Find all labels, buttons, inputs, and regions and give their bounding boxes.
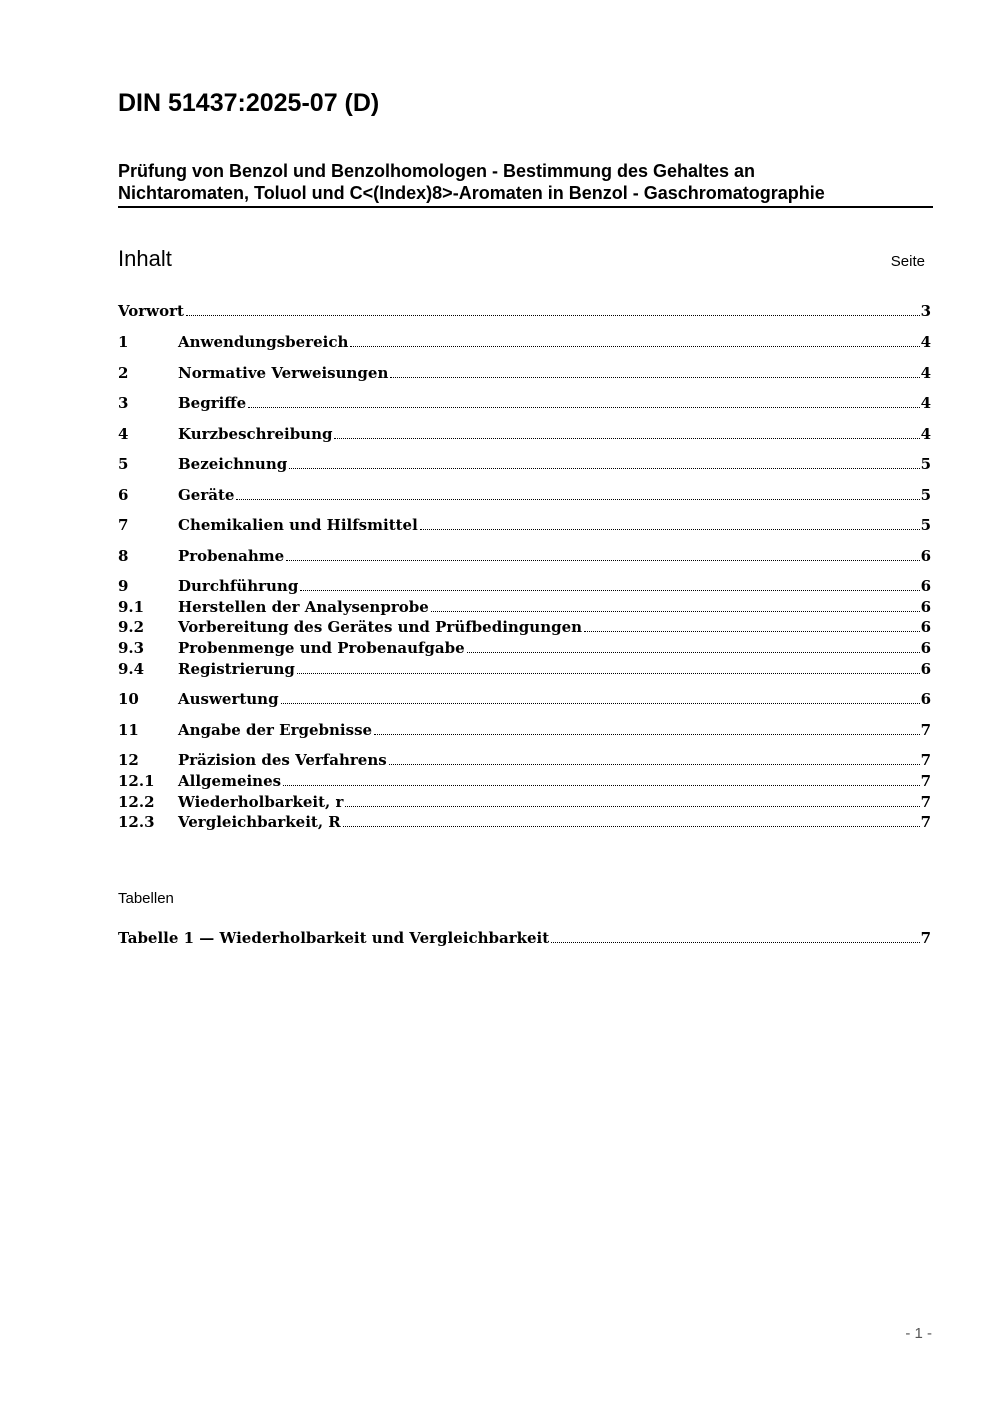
toc-entry-page: 4	[920, 394, 931, 412]
toc-entry-number: 9.1	[118, 598, 145, 616]
toc-entry-1[interactable]	[118, 332, 931, 352]
toc-entry-title: Vorbereitung des Gerätes und Prüfbedingungen	[178, 618, 583, 636]
toc-entry-number: 7	[118, 516, 129, 534]
dot-leader	[300, 590, 919, 591]
toc-entry-number: 9	[118, 577, 129, 595]
toc-entry-number: 4	[118, 425, 129, 443]
toc-entry-number: 12.2	[118, 793, 155, 811]
dot-leader	[350, 346, 919, 347]
toc-entry-page: 6	[920, 547, 931, 565]
page-column-label: Seite	[890, 253, 925, 270]
toc-entry-8[interactable]	[118, 546, 931, 566]
dot-leader	[584, 631, 920, 632]
toc-entry-page: 6	[920, 639, 931, 657]
toc-entry-title: Auswertung	[178, 690, 279, 708]
toc-entry-title: Probenmenge und Probenaufgabe	[178, 639, 465, 657]
toc-entry-page: 5	[920, 486, 931, 504]
toc-entry-title: Anwendungsbereich	[178, 333, 349, 351]
toc-entry-5[interactable]	[118, 454, 931, 474]
toc-entry-title: Allgemeines	[178, 772, 282, 790]
toc-entry-2[interactable]	[118, 363, 931, 383]
dot-leader	[551, 942, 919, 943]
dot-leader	[283, 785, 919, 786]
toc-entry-number: 5	[118, 455, 129, 473]
toc-entry-title: Wiederholbarkeit, r	[178, 793, 344, 811]
table-entry-title: Tabelle 1 — Wiederholbarkeit und Vergleichbarkeit	[118, 929, 550, 947]
toc-entry-vorwort[interactable]	[118, 301, 931, 321]
toc-entry-title: Probenahme	[178, 547, 285, 565]
toc-entry-title: Registrierung	[178, 660, 295, 678]
toc-heading: Inhalt	[118, 246, 172, 271]
toc-entry-page: 6	[920, 598, 931, 616]
table-entry-page: 7	[920, 929, 931, 947]
toc-entry-7[interactable]	[118, 515, 931, 535]
document-title: DIN 51437:2025-07 (D)	[118, 89, 380, 117]
toc-entry-title: Vergleichbarkeit, R	[178, 813, 341, 831]
dot-leader	[236, 499, 919, 500]
toc-entry-number: 9.3	[118, 639, 145, 657]
dot-leader	[420, 529, 920, 530]
toc-entry-12-1[interactable]	[118, 771, 931, 791]
subtitle-line-2: Nichtaromaten, Toluol und C<(Index)8>-Aromaten in Benzol - Gaschromatographie	[118, 183, 825, 203]
toc-entry-10[interactable]	[118, 689, 931, 709]
toc-entry-9[interactable]	[118, 576, 931, 596]
toc-entry-9-2[interactable]	[118, 617, 931, 637]
toc-entry-page: 6	[920, 660, 931, 678]
dot-leader	[389, 764, 920, 765]
toc-entry-page: 7	[920, 772, 931, 790]
dot-leader	[297, 673, 920, 674]
dot-leader	[286, 560, 919, 561]
toc-entry-title: Kurzbeschreibung	[178, 425, 333, 443]
toc-entry-12[interactable]	[118, 750, 931, 770]
toc-entry-page: 7	[920, 721, 931, 739]
toc-entry-number: 3	[118, 394, 129, 412]
document-subtitle	[118, 160, 933, 208]
toc-entry-3[interactable]	[118, 393, 931, 413]
toc-entry-12-2[interactable]	[118, 792, 931, 812]
dot-leader	[345, 806, 919, 807]
toc-entry-9-4[interactable]	[118, 659, 931, 679]
toc-entry-title: Normative Verweisungen	[178, 364, 389, 382]
dot-leader	[431, 611, 920, 612]
tables-heading: Tabellen	[118, 890, 174, 907]
toc-entry-title: Angabe der Ergebnisse	[178, 721, 373, 739]
toc-entry-number: 10	[118, 690, 139, 708]
toc-entry-6[interactable]	[118, 485, 931, 505]
toc-entry-title: Chemikalien und Hilfsmittel	[178, 516, 418, 534]
dot-leader	[248, 407, 919, 408]
toc-entry-title: Begriffe	[178, 394, 247, 412]
dot-leader	[467, 652, 920, 653]
dot-leader	[281, 703, 920, 704]
toc-entry-page: 4	[920, 364, 931, 382]
toc-entry-number: 2	[118, 364, 129, 382]
toc-entry-number: 1	[118, 333, 129, 351]
toc-entry-12-3[interactable]	[118, 812, 931, 832]
toc-entry-4[interactable]	[118, 424, 931, 444]
toc-entry-number: 11	[118, 721, 139, 739]
toc-entry-page: 5	[920, 455, 931, 473]
toc-entry-page: 7	[920, 813, 931, 831]
toc-entry-title: Durchführung	[178, 577, 299, 595]
toc-entry-title: Bezeichnung	[178, 455, 288, 473]
toc-entry-page: 7	[920, 751, 931, 769]
dot-leader	[343, 826, 920, 827]
toc-entry-page: 6	[920, 690, 931, 708]
dot-leader	[186, 315, 920, 316]
toc-entry-page: 4	[920, 425, 931, 443]
toc-entry-9-3[interactable]	[118, 638, 931, 658]
table-entry-1[interactable]	[118, 928, 931, 948]
toc-entry-number: 12	[118, 751, 139, 769]
toc-entry-page: 6	[920, 618, 931, 636]
toc-entry-number: 12.3	[118, 813, 155, 831]
toc-entry-number: 6	[118, 486, 129, 504]
toc-entry-title: Präzision des Verfahrens	[178, 751, 387, 769]
toc-entry-number: 9.4	[118, 660, 145, 678]
toc-entry-title: Herstellen der Analysenprobe	[178, 598, 429, 616]
footer-page-number: - 1 -	[905, 1325, 932, 1342]
toc-entry-page: 6	[920, 577, 931, 595]
toc-entry-page: 3	[920, 302, 931, 320]
toc-entry-title: Vorwort	[118, 302, 184, 320]
toc-entry-number: 8	[118, 547, 129, 565]
toc-entry-number: 9.2	[118, 618, 145, 636]
dot-leader	[374, 734, 920, 735]
subtitle-line-1: Prüfung von Benzol und Benzolhomologen - Bestimmung des Gehaltes an	[118, 161, 756, 181]
toc-entry-page: 5	[920, 516, 931, 534]
toc-entry-page: 4	[920, 333, 931, 351]
dot-leader	[390, 377, 919, 378]
dot-leader	[334, 438, 919, 439]
dot-leader	[289, 468, 919, 469]
toc-entry-9-1[interactable]	[118, 597, 931, 617]
toc-entry-title: Geräte	[178, 486, 235, 504]
toc-entry-11[interactable]	[118, 720, 931, 740]
toc-entry-page: 7	[920, 793, 931, 811]
toc-entry-number: 12.1	[118, 772, 155, 790]
